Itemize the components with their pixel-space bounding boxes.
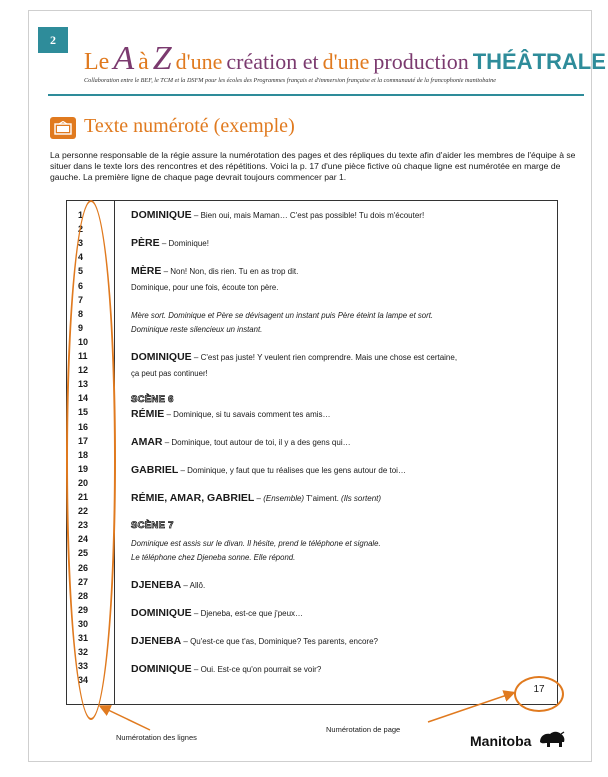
line-number: 4 [78,252,84,263]
line-number: 21 [78,492,89,502]
bison-icon [538,730,566,750]
line-number: 30 [78,618,89,629]
line-number: 15 [78,407,89,418]
title-theatrale: THÉÂTRALE [472,49,606,74]
line-number: 10 [78,336,89,347]
line-number: 25 [78,548,89,559]
title-le: Le [84,49,110,75]
line-number: 13 [78,379,89,390]
line-number: 7 [78,294,84,305]
script-line-17: AMAR – Dominique, tout autour de toi, il y a des gens qui… [131,436,351,448]
line-number: 32 [78,647,89,658]
line-number: 23 [78,520,89,531]
line-number: 6 [78,280,84,291]
script-line-19: GABRIEL – Dominique, y faut que tu réalises que les gens autour de toi… [131,464,406,476]
line-number: 9 [78,322,84,333]
script-line-9: Dominique reste silencieux un instant. [131,325,263,334]
script-line-8: Mère sort. Dominique et Père se dévisagent un instant puis Père éteint la lampe et sort. [131,311,434,320]
script-line-27: DJENEBA – Allô. [131,579,206,591]
script-line-11: DOMINIQUE – C'est pas juste! Y veulent rien comprendre. Mais une chose est certaine, [131,351,458,363]
line-number: 26 [78,562,89,573]
page-arrow [428,694,510,722]
script-line-29: DOMINIQUE – Djeneba, est-ce que j'peux… [131,607,304,619]
script-line-15: RÉMIE – Dominique, si tu savais comment tes amis… [131,408,331,420]
line-number: 22 [78,506,89,517]
page-caption: Numérotation de page [326,725,401,734]
title-dune-2: d'une [322,49,370,74]
script-line-5: MÈRE – Non! Non, dis rien. Tu en as trop dit. [131,265,299,277]
line-number: 17 [78,435,89,446]
line-number: 24 [78,534,89,545]
lines-caption: Numérotation des lignes [116,733,197,742]
script-line-3: PÈRE – Dominique! [131,237,209,249]
line-number: 27 [78,576,89,587]
line-number: 3 [78,238,84,249]
title-a: A [113,40,135,77]
line-number: 28 [78,590,89,601]
script-line-21: RÉMIE, AMAR, GABRIEL – (Ensemble) T'aiment. (Ils sortent) [131,492,382,504]
page-badge: 2 [38,27,68,53]
line-number: 19 [78,463,89,474]
line-number: 31 [78,633,89,643]
line-number: 8 [78,308,84,319]
line-number: 20 [78,477,89,488]
script-line-12: ça peut pas continuer! [131,369,208,378]
page-number: 17 [533,684,545,695]
line-number: 12 [78,365,89,376]
line-number: 16 [78,421,89,432]
line-number: 34 [78,675,89,686]
script-line-24: Dominique est assis sur le divan. Il hésite, prend le téléphone et signale. [131,539,381,548]
line-number: 1 [78,210,84,220]
intro-paragraph: La personne responsable de la régie assure la numérotation des pages et des répliques du texte afin d'aider les membres de l'équipe à se situer dans le texte lors des rencontres et des répétitions. Voici la p. 17 d'une pièce fictive où chaque ligne est numérotée en marge de gauche. La première ligne de chaque page devrait toujours commencer par 1. [50,150,576,182]
line-number: 33 [78,661,89,672]
title-production: production [373,49,469,74]
title-dune: d'une [175,49,223,74]
line-number: 18 [78,449,89,460]
line-number: 11 [78,351,88,361]
line-number: 29 [78,604,89,615]
script-line-31: DJENEBA – Qu'est-ce que t'as, Dominique? Tes parents, encore? [131,635,378,647]
lines-arrow [104,708,150,730]
title-z: Z [152,40,172,77]
title-a-grave: à [138,49,149,75]
scene-6-heading: SCÈNE 6 [131,394,174,405]
section-title: Texte numéroté (exemple) [84,115,295,137]
title-creation: création et [226,49,319,74]
line-number: 2 [78,224,84,235]
manitoba-logo-text: Manitoba [470,733,532,749]
line-number: 14 [78,393,89,404]
page-subtitle: Collaboration entre le BEF, le TCM et la DSFM pour les écoles des Programmes français et d'immersion française et la communauté de la francophonie manitobaine [84,77,496,84]
script-line-33: DOMINIQUE – Oui. Est-ce qu'on pourrait se voir? [131,663,322,675]
script-line-6: Dominique, pour une fois, écoute ton père. [131,283,279,292]
scene-7-heading: SCÈNE 7 [131,520,174,531]
script-line-25: Le téléphone chez Djeneba sonne. Elle répond. [131,553,296,562]
script-line-1: DOMINIQUE – Bien oui, mais Maman… C'est pas possible! Tu dois m'écouter! [131,209,425,221]
line-number: 5 [78,266,84,277]
